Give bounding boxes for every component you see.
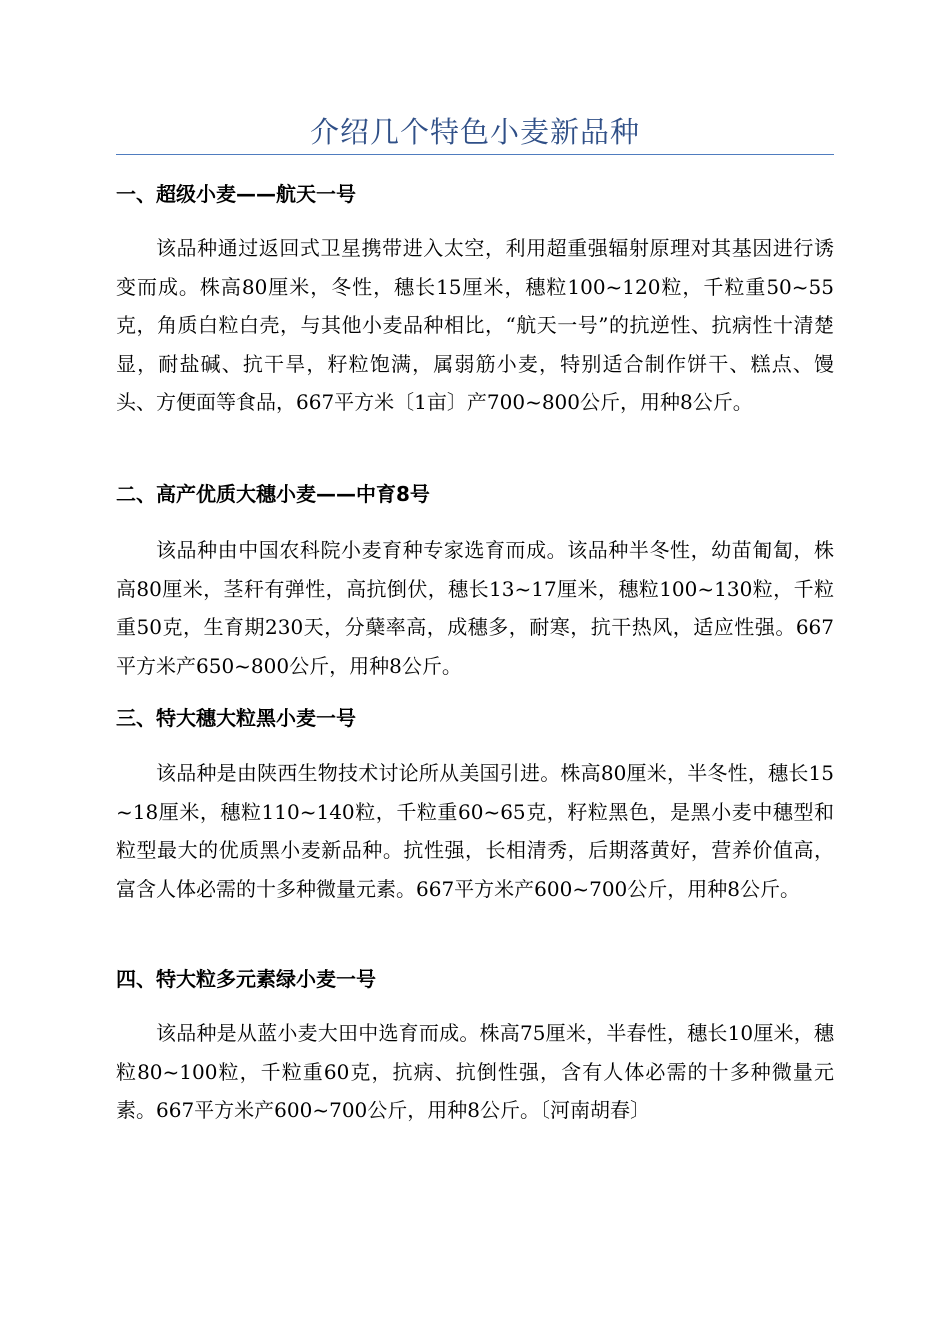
section-body-3: 该品种是由陕西生物技术讨论所从美国引进。株高80厘米，半冬性，穗长15~18厘米，穗粒110~140粒，千粒重60~65克，籽粒黑色，是黑小麦中穗型和粒型最大的优质黑小麦新品种。抗性强，长相清秀，后期落黄好，营养价值高，富含人体必需的十多种微量元素。667平方米产600~700公斤，用种8公斤。 xyxy=(116,761,834,901)
section-body-4: 该品种是从蓝小麦大田中选育而成。株高75厘米，半春性，穗长10厘米，穗粒80~100粒，千粒重60克，抗病、抗倒性强，含有人体必需的十多种微量元素。667平方米产600~700公斤，用种8公斤。〔河南胡春〕 xyxy=(116,1021,834,1122)
section-heading-4: 四、特大粒多元素绿小麦一号 xyxy=(116,967,376,991)
section-heading-3: 三、特大穗大粒黑小麦一号 xyxy=(116,706,356,730)
title-underline xyxy=(116,154,834,155)
section-heading-1: 一、超级小麦——航天一号 xyxy=(116,182,356,206)
section-heading-2: 二、高产优质大穗小麦——中育8号 xyxy=(116,482,430,506)
section-body-2: 该品种由中国农科院小麦育种专家选育而成。该品种半冬性，幼苗匍匐，株高80厘米，茎秆有弹性，高抗倒伏，穗长13~17厘米，穗粒100~130粒，千粒重50克，生育期230天，分蘖率高，成穗多，耐寒，抗干热风，适应性强。667平方米产650~800公斤，用种8公斤。 xyxy=(116,538,834,678)
page-title: 介绍几个特色小麦新品种 xyxy=(309,115,640,149)
section-body-1: 该品种通过返回式卫星携带进入太空，利用超重强辐射原理对其基因进行诱变而成。株高80厘米，冬性，穗长15厘米，穗粒100~120粒，千粒重50~55克，角质白粒白壳，与其他小麦品种相比，“航天一号”的抗逆性、抗病性十清楚显，耐盐碱、抗干旱，籽粒饱满，属弱筋小麦，特别适合制作饼干、糕点、馒头、方便面等食品，667平方米〔1亩〕产700~800公斤，用种8公斤。 xyxy=(116,236,834,414)
